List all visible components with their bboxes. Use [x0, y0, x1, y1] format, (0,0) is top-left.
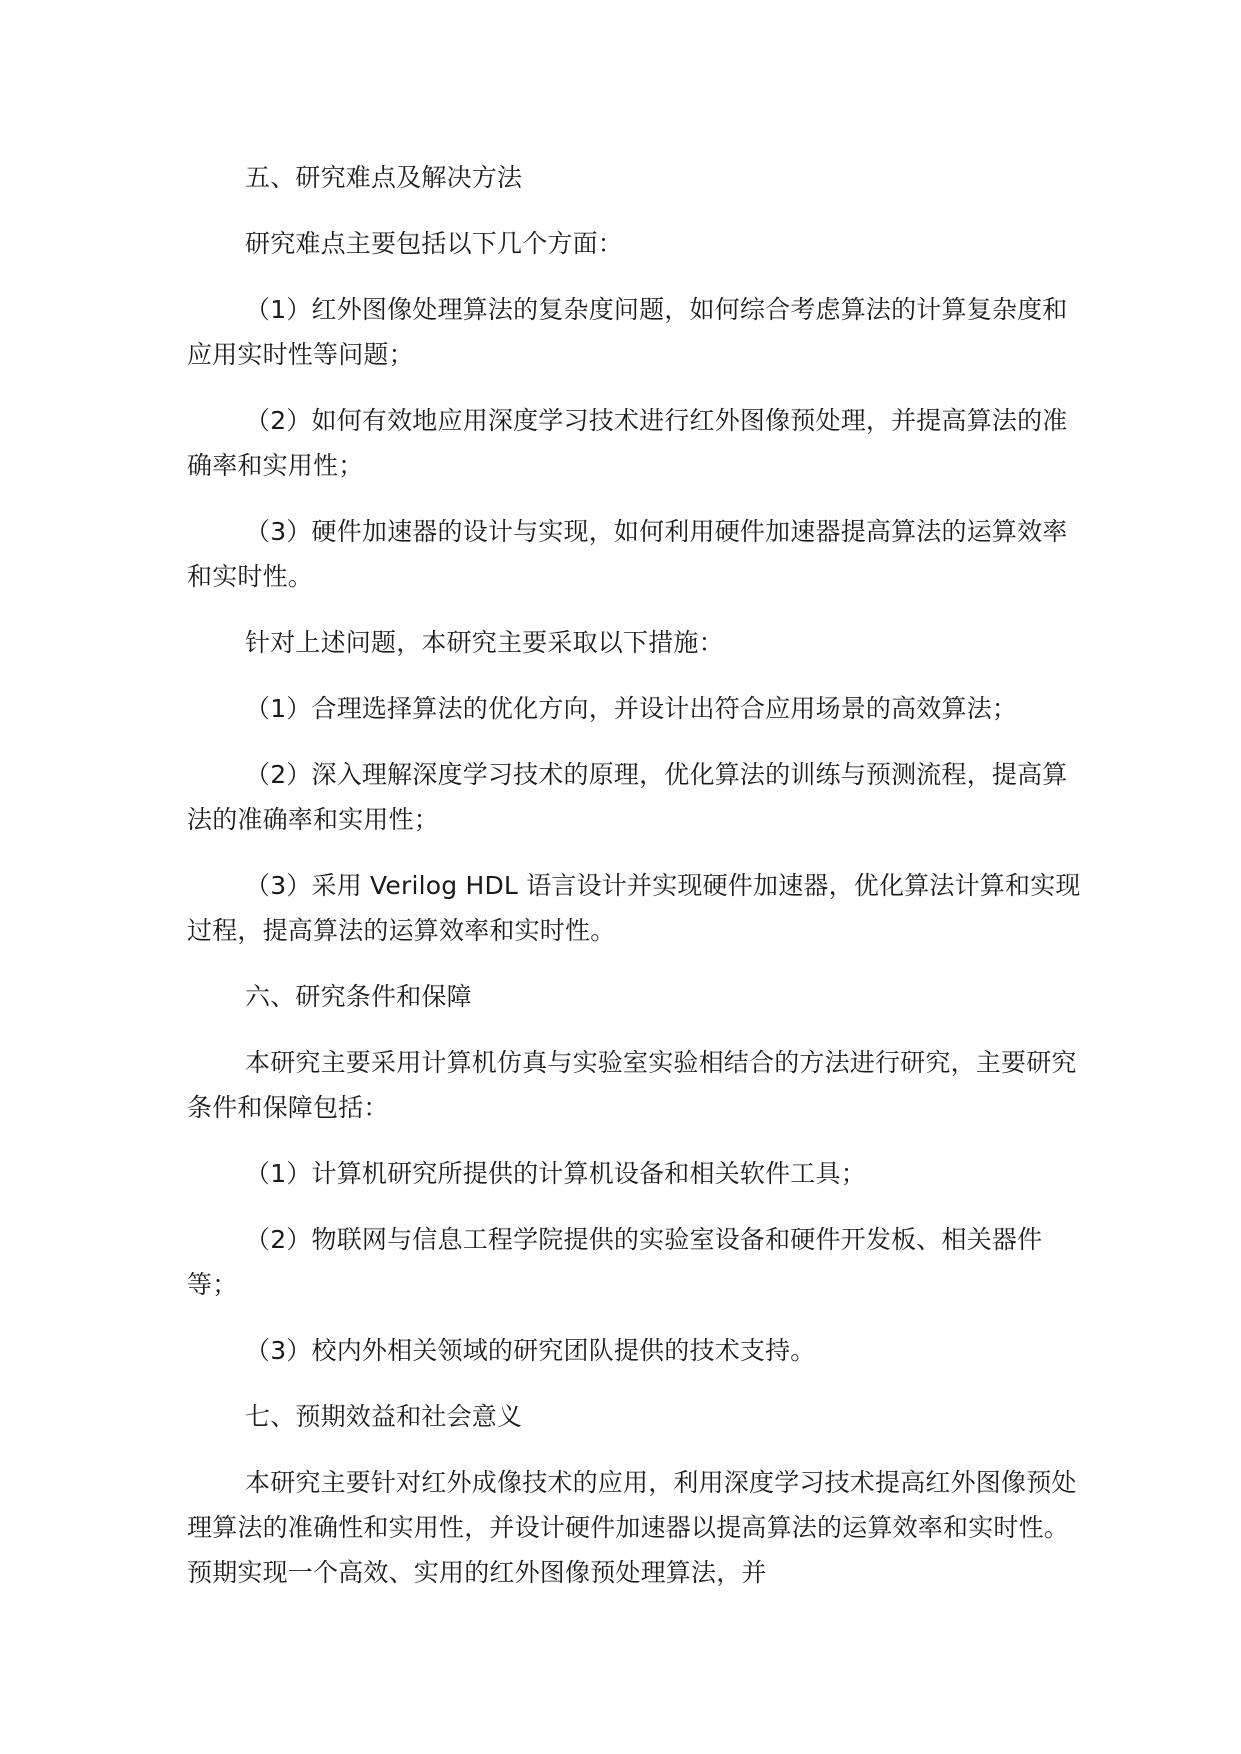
document-body — [187, 155, 1087, 1616]
paragraph: （2）物联网与信息工程学院提供的实验室设备和硬件开发板、相关器件等； — [187, 1225, 1043, 1299]
paragraph: （3）采用 Verilog HDL 语言设计并实现硬件加速器，优化算法计算和实现过程，提高算法的运算效率和实时性。 — [187, 871, 1081, 945]
paragraph: （1）计算机研究所提供的计算机设备和相关软件工具； — [245, 1159, 866, 1188]
paragraph: （2）如何有效地应用深度学习技术进行红外图像预处理，并提高算法的准确率和实用性； — [187, 406, 1068, 480]
paragraph: （2）深入理解深度学习技术的原理，优化算法的训练与预测流程，提高算法的准确率和实用性； — [187, 760, 1068, 834]
paragraph: （3）硬件加速器的设计与实现，如何利用硬件加速器提高算法的运算效率和实时性。 — [187, 517, 1068, 591]
paragraph: 针对上述问题，本研究主要采取以下措施： — [245, 628, 724, 657]
paragraph: （1）红外图像处理算法的复杂度问题，如何综合考虑算法的计算复杂度和应用实时性等问题； — [187, 295, 1068, 369]
section-heading: 六、研究条件和保障 — [245, 982, 472, 1011]
section-heading: 五、研究难点及解决方法 — [245, 163, 523, 192]
section-heading: 七、预期效益和社会意义 — [245, 1402, 523, 1431]
paragraph: 本研究主要针对红外成像技术的应用，利用深度学习技术提高红外图像预处理算法的准确性和实用性，并设计硬件加速器以提高算法的运算效率和实时性。预期实现一个高效、实用的红外图像预处理算法，并 — [187, 1468, 1077, 1587]
paragraph: （3）校内外相关领域的研究团队提供的技术支持。 — [245, 1336, 816, 1365]
paragraph: （1）合理选择算法的优化方向，并设计出符合应用场景的高效算法； — [245, 694, 1018, 723]
paragraph: 研究难点主要包括以下几个方面： — [245, 229, 624, 258]
paragraph: 本研究主要采用计算机仿真与实验室实验相结合的方法进行研究，主要研究条件和保障包括： — [187, 1048, 1077, 1122]
